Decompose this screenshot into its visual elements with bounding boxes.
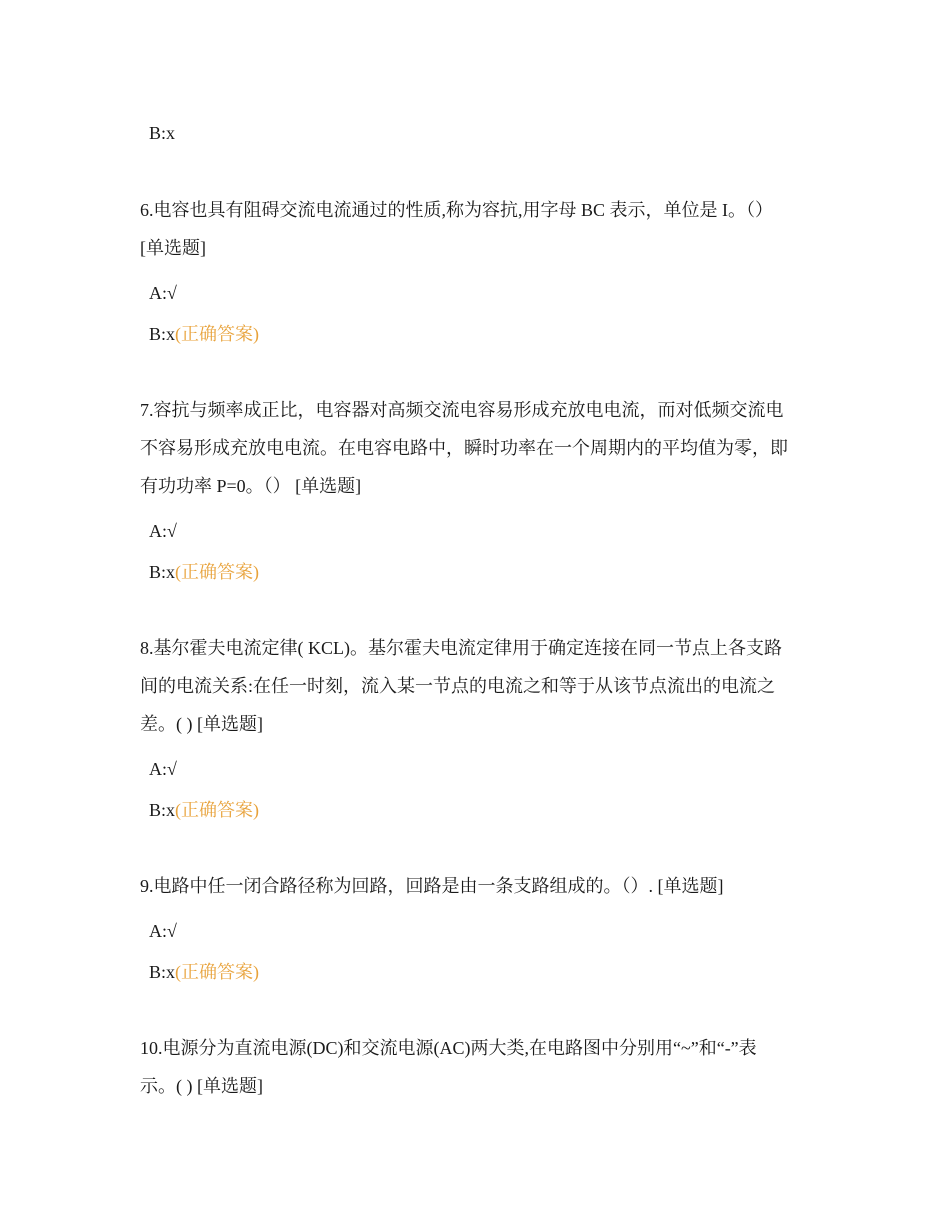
option-a — [149, 281, 177, 305]
question-10 — [140, 1029, 820, 1105]
question-text-line: 示。( ) [单选题] — [140, 1076, 263, 1096]
question-9 — [140, 867, 820, 905]
option-label: B:x — [149, 324, 176, 344]
question-text-line: 有功功率 P=0。（） [单选题] — [140, 476, 362, 496]
option-b — [149, 322, 259, 346]
question-text-line: 差。( ) [单选题] — [140, 714, 263, 734]
question-8 — [140, 629, 820, 743]
correct-answer-marker: (正确答案) — [175, 324, 260, 344]
option-a — [149, 919, 177, 943]
option-a — [149, 519, 177, 543]
question-text-line: 间的电流关系:在任一时刻，流入某一节点的电流之和等于从该节点流出的电流之 — [140, 676, 775, 696]
question-text-line: 不容易形成充放电电流。在电容电路中，瞬时功率在一个周期内的平均值为零，即 — [140, 438, 788, 458]
correct-answer-marker: (正确答案) — [175, 800, 260, 820]
orphan-option-b — [149, 121, 175, 145]
option-label: A:√ — [149, 521, 177, 541]
question-text-line: 9.电路中任一闭合路径称为回路，回路是由一条支路组成的。（）. [单选题] — [140, 876, 724, 896]
option-label: B:x — [149, 123, 176, 143]
option-label: A:√ — [149, 921, 177, 941]
question-text-line: 8.基尔霍夫电流定律( KCL)。基尔霍夫电流定律用于确定连接在同一节点上各支路 — [140, 638, 782, 658]
question-text-line: 7.容抗与频率成正比，电容器对高频交流电容易形成充放电电流，而对低频交流电 — [140, 400, 784, 420]
option-b — [149, 560, 259, 584]
question-text-line: 6.电容也具有阻碍交流电流通过的性质,称为容抗,用字母 BC 表示，单位是 I。（） — [140, 200, 774, 220]
question-text-line: [单选题] — [140, 238, 206, 258]
option-a — [149, 757, 177, 781]
correct-answer-marker: (正确答案) — [175, 562, 260, 582]
question-6 — [140, 191, 820, 267]
option-label: A:√ — [149, 759, 177, 779]
option-label: A:√ — [149, 283, 177, 303]
question-text-line: 10.电源分为直流电源(DC)和交流电源(AC)两大类,在电路图中分别用“~”和“-”表 — [140, 1038, 757, 1058]
option-label: B:x — [149, 562, 176, 582]
option-b — [149, 960, 259, 984]
question-7 — [140, 391, 820, 505]
option-label: B:x — [149, 962, 176, 982]
option-b — [149, 798, 259, 822]
correct-answer-marker: (正确答案) — [175, 962, 260, 982]
option-label: B:x — [149, 800, 176, 820]
